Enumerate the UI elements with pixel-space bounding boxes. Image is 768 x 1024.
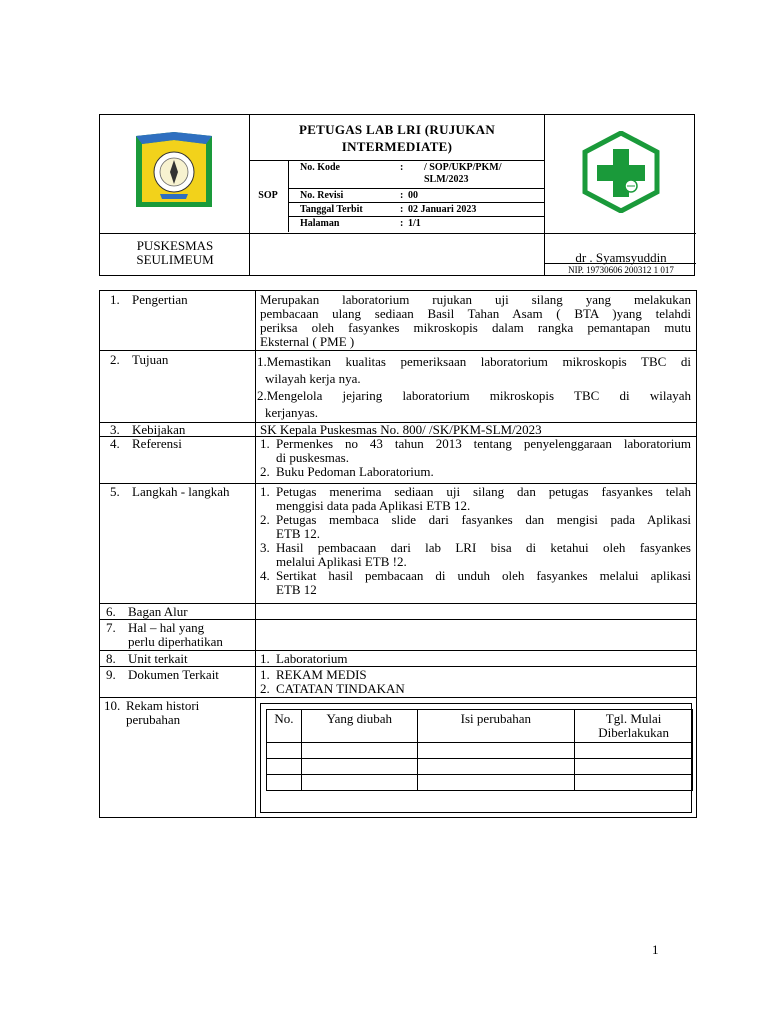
column-header: No. xyxy=(267,710,302,743)
meta-key: Tanggal Terbit xyxy=(300,204,363,215)
meta-colon: : xyxy=(400,162,404,173)
row-label-hal xyxy=(106,621,251,649)
list-item xyxy=(260,541,691,569)
meta-value: 02 Januari 2023 xyxy=(408,204,477,215)
row-label-langkah xyxy=(110,485,255,499)
org-line: SEULIMEUM xyxy=(136,252,214,267)
column-header: Isi perubahan xyxy=(417,710,575,743)
meta-colon: : xyxy=(400,218,404,229)
list-number: 1. xyxy=(260,667,270,682)
meta-key: No. Revisi xyxy=(300,190,344,201)
list-number: 2. xyxy=(260,681,270,696)
organization-name xyxy=(100,239,250,267)
row-label-text: Bagan Alur xyxy=(128,604,188,619)
row-number: 8. xyxy=(106,651,116,666)
table-cell xyxy=(575,775,693,791)
list-number: 1. xyxy=(260,436,270,451)
unit-list xyxy=(260,652,691,666)
list-number: 2. xyxy=(260,512,270,527)
text-line: Permenkes no 43 tahun 2013 tentang penyelenggaraan laboratorium xyxy=(276,436,691,451)
row-label-text: perubahan xyxy=(126,712,181,727)
row-label-text: Rekam histori xyxy=(126,698,200,713)
row-label-text: Tujuan xyxy=(132,352,169,367)
list-number: 2. xyxy=(260,464,270,479)
row-label-text: Langkah - langkah xyxy=(132,484,230,499)
meta-value: 1/1 xyxy=(408,218,421,229)
list-item xyxy=(260,569,691,597)
text-line: Laboratorium xyxy=(276,651,348,666)
meta-value: / SOP/UKP/PKM/ SLM/2023 xyxy=(424,162,502,185)
tujuan-text xyxy=(257,353,691,421)
row-label-text: Hal – hal yang xyxy=(128,620,205,635)
signer-nip: NIP. 19730606 200312 1 017 xyxy=(568,265,674,275)
row-label-dokumen xyxy=(106,668,251,682)
text-line: 2.Mengelola jejaring laboratorium mikroskopis TBC di wilayah xyxy=(257,388,691,403)
header-divider xyxy=(288,202,544,203)
row-label-text: Referensi xyxy=(132,436,182,451)
row-number: 3. xyxy=(110,422,120,437)
meta-key: No. Kode xyxy=(300,162,340,173)
text-line: Petugas membaca slide dari fasyankes dan mengisi pada Aplikasi xyxy=(276,512,691,527)
text-line: ETB 12 xyxy=(276,582,317,597)
text-line: di puskesmas. xyxy=(276,450,349,465)
row-label-kebijakan xyxy=(110,423,255,437)
meta-colon: : xyxy=(400,204,404,215)
text-line: pembacaan ulang sediaan Basil Tahan Asam ( BTA )yang telahdi xyxy=(260,306,691,321)
row-label-unit xyxy=(106,652,251,666)
row-number: 4. xyxy=(110,436,120,451)
header-divider xyxy=(249,160,544,161)
sop-label: SOP xyxy=(258,190,278,201)
table-cell xyxy=(417,759,575,775)
text-line: kerjanyas. xyxy=(265,405,319,420)
row-number: 1. xyxy=(110,292,120,307)
list-item xyxy=(260,682,691,696)
list-item xyxy=(260,437,691,465)
text-line: melalui Aplikasi ETB !2. xyxy=(276,554,407,569)
table-cell xyxy=(301,775,417,791)
text-line: Sertikat hasil pembacaan di unduh oleh fasyankes melalui aplikasi xyxy=(276,568,691,583)
signer-name: dr . Syamsyuddin xyxy=(575,250,667,265)
list-number: 1. xyxy=(260,484,270,499)
row-divider xyxy=(100,350,696,351)
page-number: 1 xyxy=(652,942,659,957)
kebijakan-text: SK Kepala Puskesmas No. 800/ /SK/PKM-SLM/2023 xyxy=(260,422,542,437)
table-row xyxy=(267,743,693,759)
row-number: 7. xyxy=(106,620,116,635)
meta-colon: : xyxy=(400,190,404,201)
meta-key: Halaman xyxy=(300,218,340,229)
row-number: 6. xyxy=(106,604,116,619)
text-line: 1.Memastikan kualitas pemeriksaan laboratorium mikroskopis TBC di xyxy=(257,354,691,369)
header-divider xyxy=(100,233,696,234)
org-line: PUSKESMAS xyxy=(136,238,214,253)
list-item xyxy=(260,652,691,666)
text-line: wilayah kerja nya. xyxy=(265,371,361,386)
list-number: 4. xyxy=(260,568,270,583)
aceh-besar-logo xyxy=(132,132,216,211)
table-cell xyxy=(301,743,417,759)
revision-history-table xyxy=(266,709,693,791)
row-label-text: Unit terkait xyxy=(128,651,188,666)
text-line: Merupakan laboratorium rujukan uji silang yang melakukan xyxy=(260,292,691,307)
row-label-referensi xyxy=(110,437,255,451)
text-line: periksa oleh fasyankes mikroskopis dalam rangka pemantapan mutu xyxy=(260,320,691,335)
table-cell xyxy=(267,743,302,759)
list-item xyxy=(260,668,691,682)
table-row xyxy=(267,775,693,791)
table-cell xyxy=(575,743,693,759)
table-row xyxy=(267,759,693,775)
row-label-pengertian xyxy=(110,293,255,307)
column-divider xyxy=(255,291,256,817)
revision-history-box xyxy=(260,703,692,813)
list-item xyxy=(260,485,691,513)
row-number: 5. xyxy=(110,484,120,499)
table-header-row xyxy=(267,710,693,743)
row-label-text: Pengertian xyxy=(132,292,188,307)
text-line: Petugas menerima sediaan uji silang dan petugas fasyankes telah xyxy=(276,484,691,499)
row-label-rekam xyxy=(104,699,249,727)
text-line: Eksternal ( PME ) xyxy=(260,334,355,349)
text-line: menggisi data pada Aplikasi ETB 12. xyxy=(276,498,471,513)
text-line: Buku Pedoman Laboratorium. xyxy=(276,464,434,479)
table-cell xyxy=(417,743,575,759)
table-cell xyxy=(267,759,302,775)
sop-content-table xyxy=(99,290,697,818)
row-number: 9. xyxy=(106,667,116,682)
row-divider xyxy=(100,603,696,604)
sop-header-table xyxy=(99,114,695,276)
column-header: Yang diubah xyxy=(301,710,417,743)
text-line: REKAM MEDIS xyxy=(276,667,367,682)
row-divider xyxy=(100,650,696,651)
text-line: ETB 12. xyxy=(276,526,321,541)
document-title: PETUGAS LAB LRI (RUJUKAN INTERMEDIATE) xyxy=(298,122,496,154)
puskesmas-logo xyxy=(581,131,661,213)
table-cell xyxy=(417,775,575,791)
row-label-text: perlu diperhatikan xyxy=(128,634,223,649)
langkah-list xyxy=(260,485,691,597)
list-number: 3. xyxy=(260,540,270,555)
dokumen-list xyxy=(260,668,691,696)
row-label-text: Dokumen Terkait xyxy=(128,667,219,682)
list-item xyxy=(260,513,691,541)
row-label-bagan xyxy=(106,605,251,619)
header-divider xyxy=(288,188,544,189)
column-header: Tgl. Mulai Diberlakukan xyxy=(575,710,693,743)
row-label-text: Kebijakan xyxy=(132,422,186,437)
row-number: 2. xyxy=(110,352,120,367)
meta-value: 00 xyxy=(408,190,418,201)
header-divider xyxy=(288,160,289,232)
text-line: Hasil pembacaan dari lab LRI bisa di ketahui oleh fasyankes xyxy=(276,540,691,555)
table-cell xyxy=(575,759,693,775)
row-number: 10. xyxy=(104,698,121,713)
row-label-tujuan xyxy=(110,353,255,367)
text-line: CATATAN TINDAKAN xyxy=(276,681,405,696)
list-number: 1. xyxy=(260,651,270,666)
table-cell xyxy=(267,775,302,791)
referensi-list xyxy=(260,437,691,479)
table-cell xyxy=(301,759,417,775)
pengertian-text xyxy=(260,293,691,349)
header-divider xyxy=(288,216,544,217)
list-item xyxy=(260,465,691,479)
